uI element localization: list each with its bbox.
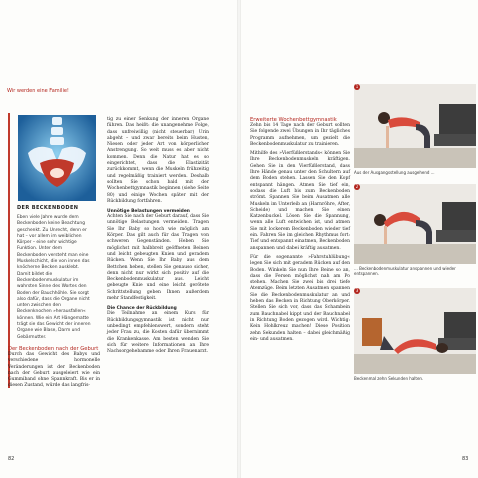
photo-caption-3: Beckenmal zehn Sekunden halten. [354,376,424,381]
body-text: Durch das Gewicht des Babys und verschiedene hormonelle Veränderungen ist der Beckenboden nach der Geburt ausgeleiert wie ein Gummiband ohne Spannkraft. Bis er in diesen Zustand, würde das langfris- [8,352,100,389]
right-column [250,117,350,343]
section-heading: Erweiterte Wochenbettgymnastik [250,117,337,123]
left-column-b [107,117,209,355]
sidebar-text: Eben viele Jahre wurde dem Beckenboden keine Beachtung geschenkt. Zu Unrecht, denn er hat – vor allem im weiblichen Körper – eine sehr wichtige Funktion. Unter dem Beckenboden versteht man eine Muskelschicht, die von innen das knöcherne Becken ausklebt. Damit bildet die Beckenbodenmuskulatur im wahrsten Sinne des Wortes den Boden der Bauchhöhle. Sie sorgt also dafür, dass die Organe nicht unten zwischen den Beckenknochen »herausfallen« können. Wie ein Art Hängematte trägt sie das Gewicht der inneren Organe wie Blase, Darm und Gebärmutter. [17,215,91,340]
book-gutter [237,0,241,478]
exercise-photo-1 [354,84,476,168]
step-badge-2: 2 [355,184,359,189]
running-head: Wir werden eine Familie! [7,88,69,94]
pelvis-illustration [18,115,96,201]
exercise-photo-3 [354,288,476,374]
page-number-left: 82 [8,456,15,462]
photo-caption-1: Aus der Ausgangsstellung ausgehend ... [354,170,435,175]
subheading: Unnötige Belastungen vermeiden [107,209,190,215]
exercise-photo-2 [354,184,476,264]
left-column-a [8,346,100,390]
sidebar-title: DER BECKENBODEN [17,205,79,211]
exercise-step-2: Für die sogenannte »Fahrstuhlübung« legen Sie sich mit geradem Rücken auf den Boden. Winkeln Sie nun Ihre Beine so an, dass die Fersen möglichst nah am Po stehen. Machen Sie zwei bis drei tiefe Atemzüge. Beim letzten Ausatmen spannen Sie die Beckenbodenmuskulatur an und heben das Becken in Richtung Oberkörper. Stellen Sie sich vor, dass das Schambein zum Bauchnabel kippt und der Bauchnabel in Richtung Boden gezogen wird. Wichtig: Kein Hohlkreuz machen! Diese Position zehn Sekunden halten – dabei gleichmäßig ein- und ausatmen. [250,254,350,342]
step-badge-1: 1 [355,84,359,89]
page-number-right: 83 [462,456,469,462]
exercise-step-1: Mithilfe des »Vierfüßlerstands« können Sie Ihre Beckenbodenmuskeln kräftigen. Gehen Sie in den Vierfüßlerstand, dass Ihre Hände genau unter den Schultern auf dem Boden stehen. Lassen Sie den Kopf entspannt hängen. Atmen Sie tief ein, sodass die Luft bis zum Beckenboden strömt. Spannen Sie beim Ausatmen alle Muskeln im Unterleib an (Harnröhre, After, Scheide) und machen Sie einen Katzenbuckel. Lösen Sie die Spannung, wenn alle Luft entwichen ist, und atmen Sie mit lockerem Beckenboden wieder tief ein. Fahren Sie im gleichen Rhythmus fort: Tief und entspannt einatmen, Beckenboden anspannen und dabei kräftig ausatmen. [250,151,350,251]
body-text: Zehn bis 14 Tage nach der Geburt sollten Sie folgende zwei Übungen in Ihr tägliches Programm aufnehmen, um gezielt die Beckenbodenmuskulatur zu trainieren. [250,123,350,147]
subheading: Die Chance der Rückbildung [107,306,177,312]
body-text: Die Teilnahme an einem Kurs für Rückbildungsgymnastik ist nicht nur unbedingt empfehlenswert, sondern steht jeder Frau zu, die Kosten dafür übernimmt die Krankenkasse. Am besten wenden Sie sich für weitere Informationen an Ihre Nachsorgehebamme oder Ihren Frauenarzt. [107,311,209,355]
body-text: Achten Sie nach der Geburt darauf, dass Sie unnötige Belastungen vermeiden. Tragen Sie Ihr Baby so hoch wie möglich am Körper. Das gilt auch für das Tragen von schweren Gegenständen. Heben Sie möglichst mit halbbreit geöffneten Beinen und leicht gebeugten Knien und geradem Rücken. Wenn Sie Ihr Baby aus dem Bettchen heben, stellen Sie genauso sicher, denn nicht nur wirkt sich positiv auf die Beckenbodenmuskulatur aus. Leicht gebeugte Knie und eine leicht gerötete Schrittstellung geben Ihnen außerdem mehr Standfestigkeit. [107,214,209,302]
step-badge-3: 3 [355,288,359,293]
section-heading: Der Beckenboden nach der Geburt [8,346,99,352]
body-text: tig zu einer Senkung der inneren Organe führen. Das heißt: die unangenehme Folge, dass unfreiwillig (nicht steuerbar) Urin abgeht – und zwar bereits beim Husten, Niesen oder jeder Art von körperlicher Anstrengung. So weit muss es aber nicht kommen. Denn die Natur hat es so eingerichtet, dass die Elastizität zurückkommt, wenn die Muskeln frühzeitig und regelmäßig trainiert werden. Deshalb sollten Sie schon bald mit der Wochenbettgymnastik beginnen (siehe Seite 80) und einige Wochen später mit der Rückbildung fortfahren. [107,117,209,204]
photo-caption-2: ... Beckenbodenmuskulatur anspannen und wieder entspannen. [354,266,456,276]
